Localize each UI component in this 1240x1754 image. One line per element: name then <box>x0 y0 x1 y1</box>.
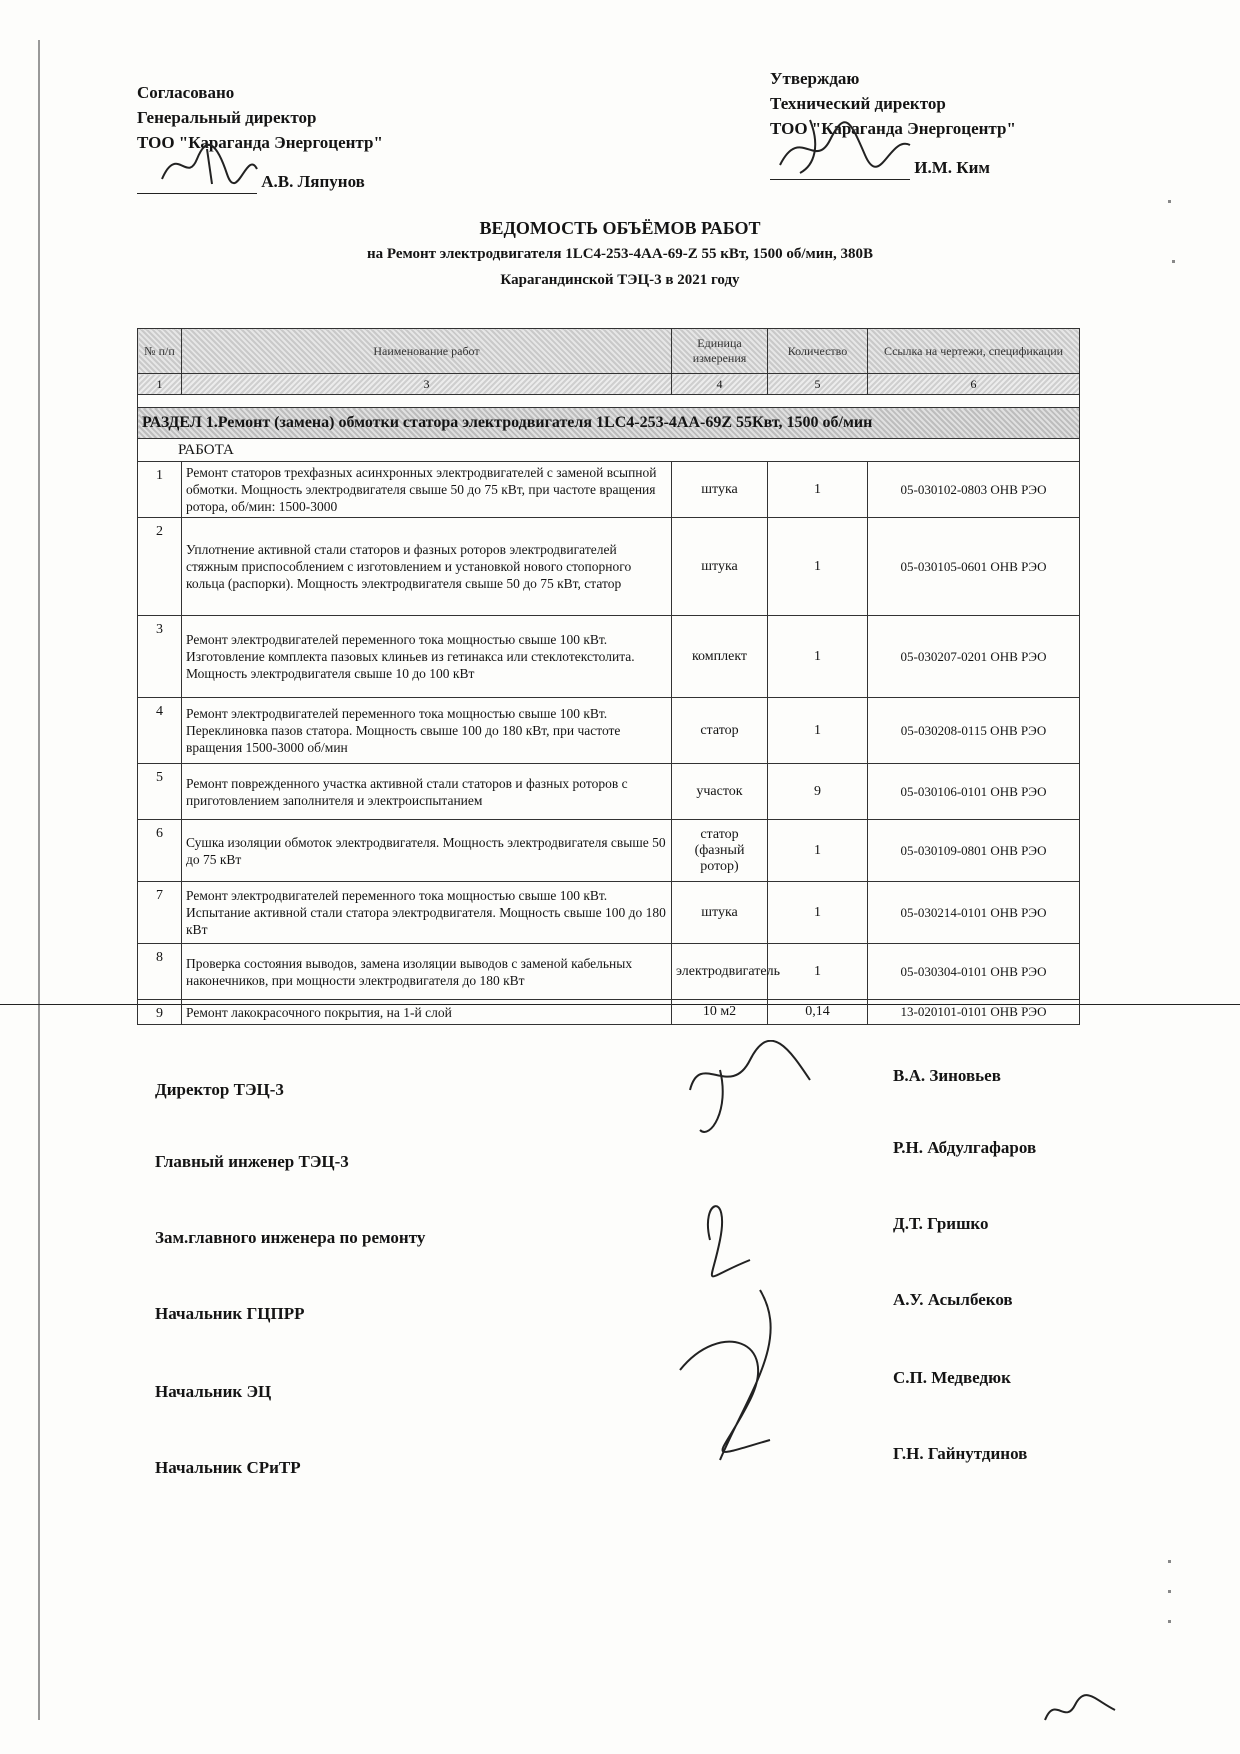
reference-code: 13-020101-0101 ОНВ РЭО <box>868 1000 1080 1025</box>
handwritten-signature <box>157 139 277 189</box>
scan-speck <box>1168 1560 1171 1563</box>
scan-speck <box>1168 200 1171 203</box>
works-table <box>137 328 1079 1025</box>
row-number: 9 <box>138 1000 182 1025</box>
signatory-position: Зам.главного инженера по ремонту <box>155 1228 426 1247</box>
unit-of-measure: статор (фазный ротор) <box>672 820 768 882</box>
table-row <box>138 882 1080 944</box>
column-number: 5 <box>768 374 868 395</box>
approval-block-left <box>137 80 383 194</box>
row-number: 6 <box>138 820 182 882</box>
table-row <box>138 764 1080 820</box>
work-description: Ремонт электродвигателей переменного тока мощностью свыше 100 кВт. Изготовление комплекта пазовых клиньев из гетинакса или стеклотекстолита. Мощность электродвигателя свыше 10 до 100 кВт <box>182 616 672 698</box>
reference-code: 05-030207-0201 ОНВ РЭО <box>868 616 1080 698</box>
signatory-position: Начальник СРиТР <box>155 1458 301 1477</box>
signature-line <box>770 155 910 180</box>
reference-code: 05-030109-0801 ОНВ РЭО <box>868 820 1080 882</box>
quantity: 1 <box>768 882 868 944</box>
approver-position: Технический директор <box>770 94 946 113</box>
unit-of-measure: 10 м2 <box>672 1000 768 1025</box>
signatory-name: А.У. Асылбеков <box>893 1290 1013 1309</box>
section-title: РАЗДЕЛ 1.Ремонт (замена) обмотки статора электродвигателя 1LC4-253-4AA-69Z 55Квт, 1500 об/мин <box>138 408 1080 439</box>
unit-of-measure: электродвигатель <box>672 944 768 1000</box>
row-number: 2 <box>138 518 182 616</box>
table-row <box>138 944 1080 1000</box>
document-location: Карагандинской ТЭЦ-3 в 2021 году <box>500 272 740 288</box>
unit-of-measure: комплект <box>672 616 768 698</box>
signatory-position: Директор ТЭЦ-3 <box>155 1080 284 1099</box>
column-header: Наименование работ <box>182 329 672 374</box>
reference-code: 05-030208-0115 ОНВ РЭО <box>868 698 1080 764</box>
quantity: 1 <box>768 698 868 764</box>
work-description: Ремонт электродвигателей переменного тока мощностью свыше 100 кВт. Испытание активной стали статора электродвигателя. Мощность свыше 100 до 180 кВт <box>182 882 672 944</box>
approval-label: Утверждаю <box>770 69 860 88</box>
signatory-position: Начальник ГЦПРР <box>155 1304 305 1323</box>
approver-company: ТОО "Караганда Энергоцентр" <box>770 119 1016 138</box>
reference-code: 05-030106-0101 ОНВ РЭО <box>868 764 1080 820</box>
work-description: Уплотнение активной стали статоров и фазных роторов электродвигателей стяжным приспособлением с изготовлением и установкой нового стопорного кольца (распорки). Мощность электродвигателя свыше 50 до 75 кВт, статор <box>182 518 672 616</box>
row-number: 3 <box>138 616 182 698</box>
column-header: Количество <box>768 329 868 374</box>
column-number: 1 <box>138 374 182 395</box>
reference-code: 05-030105-0601 ОНВ РЭО <box>868 518 1080 616</box>
quantity: 1 <box>768 518 868 616</box>
row-number: 1 <box>138 462 182 518</box>
table-row <box>138 518 1080 616</box>
quantity: 1 <box>768 462 868 518</box>
section-header-row <box>138 408 1080 439</box>
reference-code: 05-030214-0101 ОНВ РЭО <box>868 882 1080 944</box>
work-label-row <box>138 439 1080 462</box>
reference-code: 05-030304-0101 ОНВ РЭО <box>868 944 1080 1000</box>
table-row <box>138 820 1080 882</box>
table-row <box>138 1000 1080 1025</box>
signatory-name: В.А. Зиновьев <box>893 1066 1001 1085</box>
unit-of-measure: статор <box>672 698 768 764</box>
table-row <box>138 616 1080 698</box>
table-row <box>138 698 1080 764</box>
scan-margin-line <box>38 40 40 1720</box>
table-row <box>138 462 1080 518</box>
work-description: Проверка состояния выводов, замена изоляции выводов с заменой кабельных наконечников, при мощности электродвигателя до 180 кВт <box>182 944 672 1000</box>
approver-company: ТОО "Караганда Энергоцентр" <box>137 133 383 152</box>
quantity: 1 <box>768 820 868 882</box>
approver-position: Генеральный директор <box>137 108 317 127</box>
reference-code: 05-030102-0803 ОНВ РЭО <box>868 462 1080 518</box>
scan-speck <box>1168 1590 1171 1593</box>
signatory-position: Главный инженер ТЭЦ-3 <box>155 1152 349 1171</box>
scan-speck <box>1168 1620 1171 1623</box>
approval-label: Согласовано <box>137 83 235 102</box>
column-number-row <box>138 374 1080 395</box>
work-description: Ремонт лакокрасочного покрытия, на 1-й слой <box>182 1000 672 1025</box>
approver-name: И.М. Ким <box>914 158 990 177</box>
column-header: Единица измерения <box>672 329 768 374</box>
row-number: 7 <box>138 882 182 944</box>
signature-line <box>137 169 257 194</box>
work-label: РАБОТА <box>138 439 1080 462</box>
row-number: 4 <box>138 698 182 764</box>
work-description: Ремонт поврежденного участка активной стали статоров и фазных роторов с приготовлением заполнителя и электроиспытанием <box>182 764 672 820</box>
approval-signatures <box>660 1040 840 1500</box>
row-number: 8 <box>138 944 182 1000</box>
signatory-name: С.П. Медведюк <box>893 1368 1011 1387</box>
quantity: 0,14 <box>768 1000 868 1025</box>
signatory-name: Д.Т. Гришко <box>893 1214 989 1233</box>
quantity: 1 <box>768 616 868 698</box>
approval-block-right <box>770 66 1016 180</box>
signatory-position: Начальник ЭЦ <box>155 1382 272 1401</box>
signatory-name: Г.Н. Гайнутдинов <box>893 1444 1028 1463</box>
column-number: 4 <box>672 374 768 395</box>
signatory-name: Р.Н. Абдулгафаров <box>893 1138 1037 1157</box>
column-header: Ссылка на чертежи, спецификации <box>868 329 1080 374</box>
column-number: 3 <box>182 374 672 395</box>
unit-of-measure: участок <box>672 764 768 820</box>
work-description: Ремонт электродвигателей переменного тока мощностью свыше 100 кВт. Переклиновка пазов статора. Мощность свыше 100 до 180 кВт, при частоте вращения 1500-3000 об/мин <box>182 698 672 764</box>
approver-name: А.В. Ляпунов <box>261 172 365 191</box>
unit-of-measure: штука <box>672 462 768 518</box>
row-number: 5 <box>138 764 182 820</box>
work-description: Сушка изоляции обмоток электродвигателя. Мощность электродвигателя свыше 50 до 75 кВт <box>182 820 672 882</box>
work-description: Ремонт статоров трехфазных асинхронных электродвигателей с заменой всыпной обмотки. Мощность электродвигателя свыше 50 до 75 кВт, при частоте вращения ротора, об/мин: 1500-3000 <box>182 462 672 518</box>
document-title: ВЕДОМОСТЬ ОБЪЁМОВ РАБОТ <box>479 218 761 238</box>
column-header: № п/п <box>138 329 182 374</box>
unit-of-measure: штука <box>672 518 768 616</box>
handwritten-signature <box>770 115 920 175</box>
quantity: 9 <box>768 764 868 820</box>
quantity: 1 <box>768 944 868 1000</box>
document-subtitle: на Ремонт электродвигателя 1LC4-253-4AA-69-Z 55 кВт, 1500 об/мин, 380В <box>366 246 874 262</box>
column-number: 6 <box>868 374 1080 395</box>
unit-of-measure: штука <box>672 882 768 944</box>
page-initials-signature <box>1040 1690 1120 1730</box>
table-header-row <box>138 329 1080 374</box>
